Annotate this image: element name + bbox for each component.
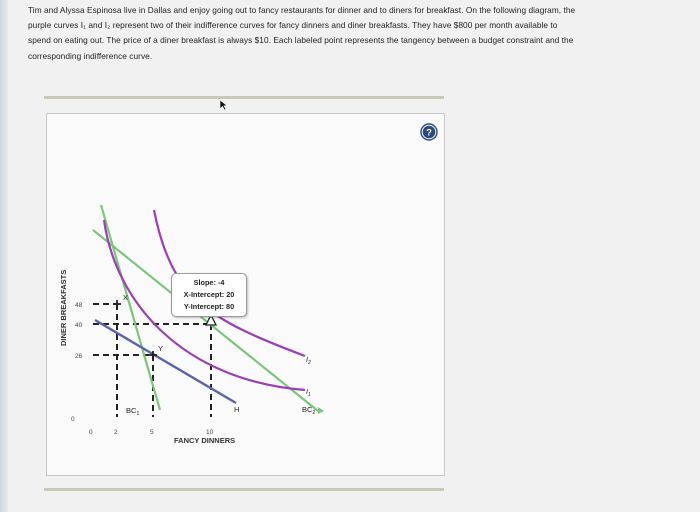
y-tick-label: 48 [75, 302, 83, 309]
help-label: ? [426, 127, 432, 139]
point-x-marker [113, 300, 121, 308]
mouse-cursor-icon [219, 99, 228, 111]
question-line: purple curves I₁ and I₂ represent two of their indifference curves for fancy dinners and diner breakfasts. They have $800 per month available to [28, 20, 558, 31]
bc1-text: BC [126, 406, 137, 415]
budget-label-h: H [234, 405, 240, 414]
ic-label-i1: $I_1$ [306, 389, 311, 398]
y-tick-label: 0 [71, 416, 75, 423]
budget-line-drag [95, 320, 236, 403]
question-line: spend on eating out. The price of a diner breakfast is always $10. Each labeled point represents the tangency between a budget constraint and the [28, 35, 574, 46]
x-tick-label: 2 [114, 429, 118, 436]
tooltip-x-intercept: X-Intercept: 20 [183, 290, 235, 299]
bottom-divider [44, 488, 444, 491]
x-axis-label: FANCY DINNERS [174, 436, 236, 445]
y-tick-label: 40 [75, 322, 83, 329]
x-tick-label: 5 [150, 429, 154, 436]
budget-label-bc1 [126, 406, 139, 417]
question-line: Tim and Alyssa Espinosa live in Dallas and enjoy going out to fancy restaurants for dinner and to diners for breakfast. On the following diagram, the [28, 5, 576, 15]
tooltip-slope: Slope: -4 [193, 278, 225, 287]
x-tick-label: 0 [89, 429, 93, 436]
y-tick-label: 26 [75, 353, 83, 360]
y-axis-label: DINER BREAKFASTS [59, 269, 68, 346]
left-edge-strip [0, 0, 8, 512]
x-tick-label: 10 [206, 429, 214, 436]
point-x-label: X [123, 293, 129, 302]
budget-line-tooltip [171, 273, 247, 317]
bc2-arrow-icon [318, 407, 324, 414]
bc2-text: BC [302, 405, 313, 414]
question-text [28, 3, 688, 64]
ic-label-i2: $I_2$ [306, 357, 311, 366]
top-divider [44, 96, 444, 99]
point-y-label: Y [158, 344, 164, 353]
bc1-sub: 1 [136, 411, 140, 417]
bc2-sub: 2 [312, 410, 316, 416]
question-line: corresponding indifference curve. [28, 50, 153, 61]
tooltip-y-intercept: Y-Intercept: 80 [183, 302, 235, 311]
budget-line-bc1-upper [101, 205, 160, 410]
